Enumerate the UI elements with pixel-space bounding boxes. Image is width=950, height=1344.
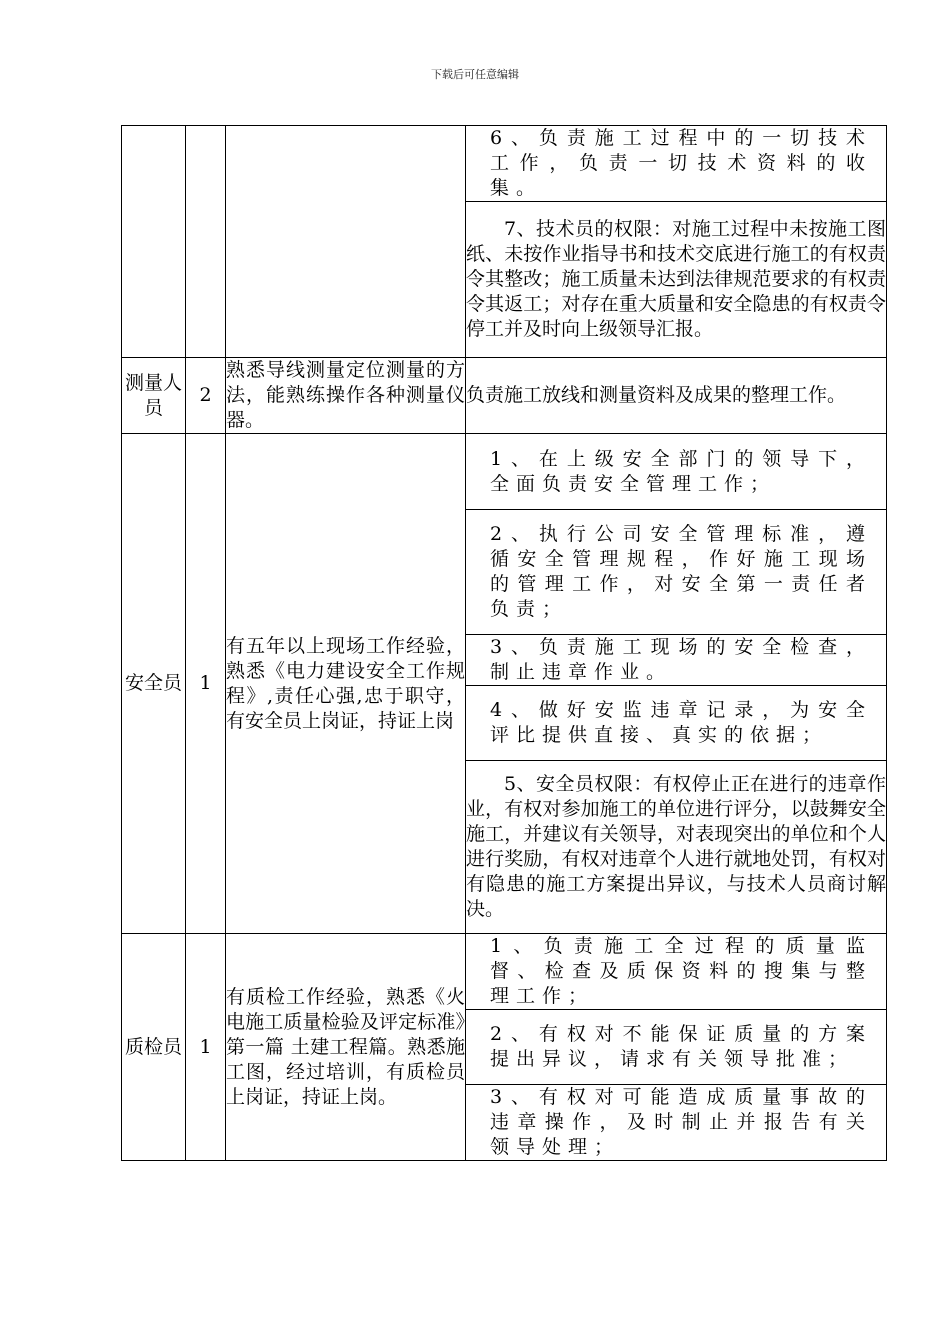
duty-cell: 1、负责施工全过程的质量监督、检查及质保资料的搜集与整理工作； (466, 934, 887, 1010)
duty-cell: 5、安全员权限：有权停止正在进行的违章作业，有权对参加施工的单位进行评分，以鼓舞安全施工，并建议有关领导，对表现突出的单位和个人进行奖励，有权对违章个人进行就地处罚，有权对有隐患的施工方案提出异议，与技术人员商讨解决。 (466, 761, 887, 934)
table-row (122, 934, 887, 1010)
requirement-cell-empty (226, 126, 466, 358)
duty-cell: 3、有权对可能造成质量事故的违章操作，及时制止并报告有关领导处理； (466, 1085, 887, 1161)
requirement-cell: 有质检工作经验，熟悉《火电施工质量检验及评定标准》第一篇 土建工程篇。熟悉施工图，经过培训，有质检员上岗证，持证上岗。 (226, 934, 466, 1161)
table-row (122, 126, 887, 202)
table-row (122, 358, 887, 434)
role-cell-empty (122, 126, 186, 358)
duty-cell: 负责施工放线和测量资料及成果的整理工作。 (466, 358, 887, 434)
requirement-cell: 熟悉导线测量定位测量的方法，能熟练操作各种测量仪器。 (226, 358, 466, 434)
count-cell: 1 (186, 434, 226, 934)
requirement-cell: 有五年以上现场工作经验，熟悉《电力建设安全工作规程》,责任心强,忠于职守，有安全员上岗证，持证上岗 (226, 434, 466, 934)
role-cell: 质检员 (122, 934, 186, 1161)
duty-cell: 4、做好安监违章记录，为安全评比提供直接、真实的依据； (466, 686, 887, 761)
staff-responsibility-table (121, 125, 887, 1161)
count-cell: 1 (186, 934, 226, 1161)
table-row (122, 434, 887, 510)
role-cell: 安全员 (122, 434, 186, 934)
duty-cell: 3、负责施工现场的安全检查，制止违章作业。 (466, 635, 887, 686)
duty-cell: 1、在上级安全部门的领导下，全面负责安全管理工作； (466, 434, 887, 510)
page-header-note: 下载后可任意编辑 (431, 68, 519, 81)
duty-cell: 2、有权对不能保证质量的方案提出异议，请求有关领导批准； (466, 1010, 887, 1085)
role-cell: 测量人员 (122, 358, 186, 434)
duty-cell: 7、技术员的权限：对施工过程中未按施工图纸、未按作业指导书和技术交底进行施工的有权责令其整改；施工质量未达到法律规范要求的有权责令其返工；对存在重大质量和安全隐患的有权责令停工并及时向上级领导汇报。 (466, 202, 887, 358)
duty-cell: 6、负责施工过程中的一切技术工作，负责一切技术资料的收集。 (466, 126, 887, 202)
count-cell: 2 (186, 358, 226, 434)
duty-cell: 2、执行公司安全管理标准，遵循安全管理规程，作好施工现场的管理工作，对安全第一责任者负责； (466, 510, 887, 635)
count-cell-empty (186, 126, 226, 358)
